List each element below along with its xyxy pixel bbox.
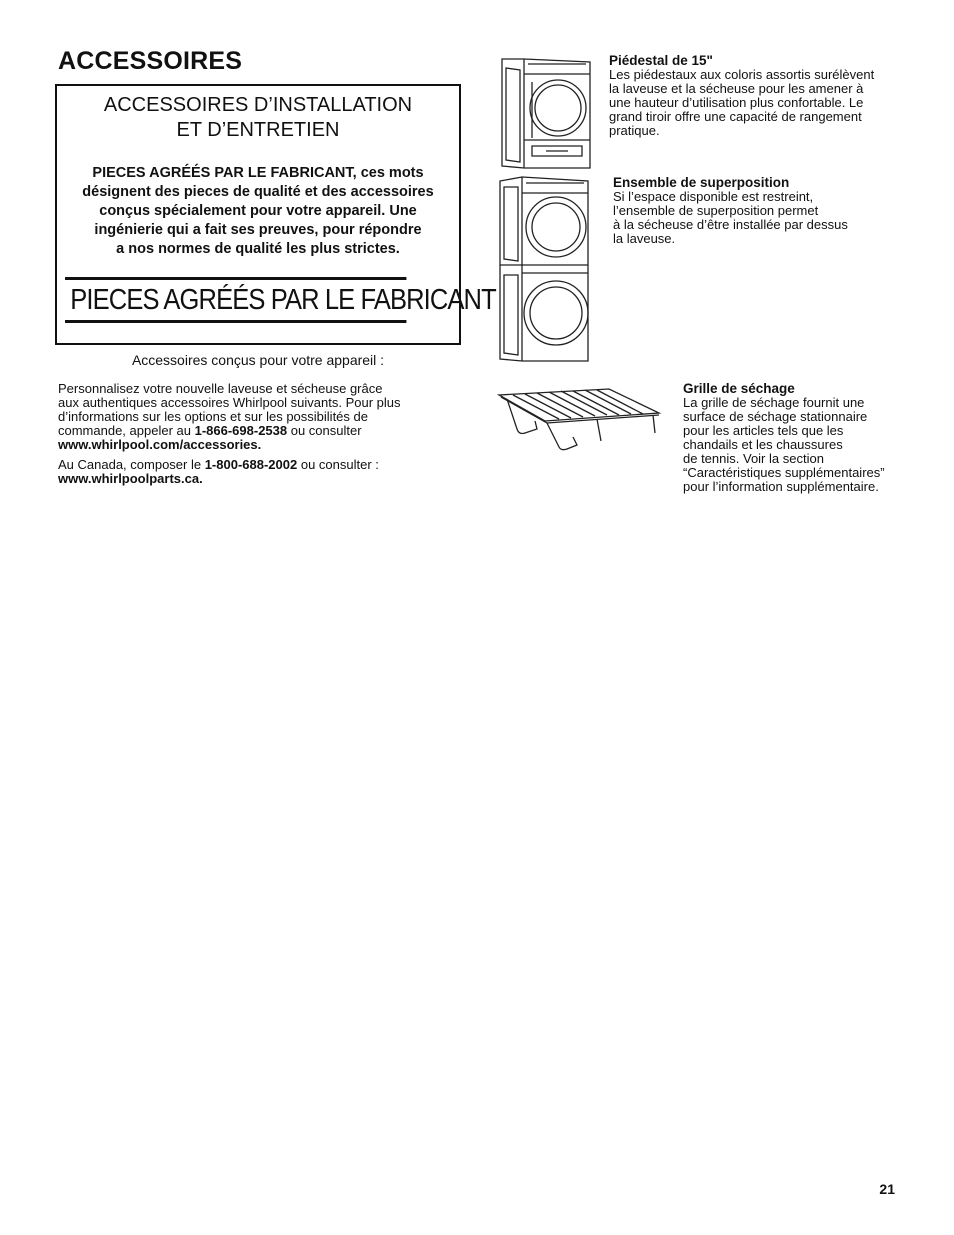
box-body-line: désignent des pieces de qualité et des accessoires bbox=[82, 184, 434, 200]
item-line: de tennis. Voir la section bbox=[683, 451, 824, 466]
item-line: la laveuse. bbox=[613, 231, 676, 246]
item-stack-kit bbox=[613, 175, 913, 246]
item-line: grand tiroir offre une capacité de rangement bbox=[609, 109, 862, 124]
parts-url[interactable]: www.whirlpoolparts.ca. bbox=[58, 471, 203, 486]
accessories-caption: Accessoires conçus pour votre appareil : bbox=[131, 352, 385, 368]
paragraph-line: d’informations sur les options et sur les possibilités de bbox=[58, 409, 368, 424]
text-fragment: ou consulter : bbox=[297, 457, 379, 472]
phone-number-canada[interactable]: 1-800-688-2002 bbox=[204, 457, 298, 472]
item-line: La grille de séchage fournit une bbox=[683, 395, 865, 410]
brand-banner: PIECES AGRÉÉS PAR LE FABRICANT bbox=[65, 277, 406, 323]
box-title bbox=[57, 93, 459, 143]
item-line: chandails et les chaussures bbox=[683, 437, 843, 452]
box-body-line: conçus spécialement pour votre appareil. Une bbox=[99, 203, 417, 219]
box-body-line: a nos normes de qualité les plus strictes. bbox=[116, 241, 400, 257]
paragraph-line bbox=[58, 424, 438, 438]
text-fragment: commande, appeler au bbox=[58, 423, 195, 438]
item-line: Si l’espace disponible est restreint, bbox=[613, 189, 814, 204]
item-line: l’ensemble de superposition permet bbox=[613, 203, 819, 218]
item-line: une hauteur d’utilisation plus confortable. Le bbox=[609, 95, 864, 110]
paragraph-line bbox=[58, 438, 438, 452]
item-pedestal bbox=[609, 53, 909, 138]
accessories-url[interactable]: www.whirlpool.com/accessories. bbox=[58, 437, 262, 452]
item-title: Grille de séchage bbox=[683, 381, 795, 396]
box-title-line: ACCESSOIRES D’INSTALLATION bbox=[103, 94, 413, 116]
item-line: “Caractéristiques supplémentaires” bbox=[683, 465, 885, 480]
item-line: pour les articles tels que les bbox=[683, 423, 844, 438]
text-fragment: Au Canada, composer le bbox=[58, 457, 205, 472]
paragraph-line: aux authentiques accessoires Whirlpool suivants. Pour plus bbox=[58, 395, 401, 410]
page-title: ACCESSOIRES bbox=[58, 47, 243, 75]
box-title-line: ET D’ENTRETIEN bbox=[176, 119, 340, 141]
item-line: surface de séchage stationnaire bbox=[683, 409, 868, 424]
item-title: Piédestal de 15" bbox=[609, 53, 713, 68]
paragraph-canada bbox=[58, 458, 438, 486]
paragraph-line bbox=[58, 472, 438, 486]
paragraph-line: Personnalisez votre nouvelle laveuse et sécheuse grâce bbox=[58, 381, 383, 396]
drying-rack-illustration bbox=[497, 385, 663, 455]
paragraph-contact bbox=[58, 382, 438, 452]
text-fragment: ou consulter bbox=[287, 423, 362, 438]
pedestal-dryer-illustration bbox=[498, 56, 598, 170]
stacked-washer-dryer-illustration bbox=[496, 175, 592, 365]
item-line: à la sécheuse d’être installée par dessus bbox=[613, 217, 848, 232]
item-drying-rack bbox=[683, 381, 923, 494]
item-line: pour l’information supplémentaire. bbox=[683, 479, 879, 494]
page-number: 21 bbox=[879, 1181, 895, 1197]
phone-number[interactable]: 1-866-698-2538 bbox=[194, 423, 288, 438]
item-line: Les piédestaux aux coloris assortis surélèvent bbox=[609, 67, 875, 82]
paragraph-line bbox=[58, 458, 438, 472]
item-title: Ensemble de superposition bbox=[613, 175, 790, 190]
item-line: la laveuse et la sécheuse pour les amener à bbox=[609, 81, 864, 96]
box-body bbox=[65, 164, 451, 259]
parts-info-box bbox=[55, 84, 496, 345]
box-body-line: PIECES AGRÉÉS PAR LE FABRICANT, ces mots bbox=[92, 165, 424, 181]
item-line: pratique. bbox=[609, 123, 660, 138]
box-body-line: ingénierie qui a fait ses preuves, pour répondre bbox=[94, 222, 422, 238]
